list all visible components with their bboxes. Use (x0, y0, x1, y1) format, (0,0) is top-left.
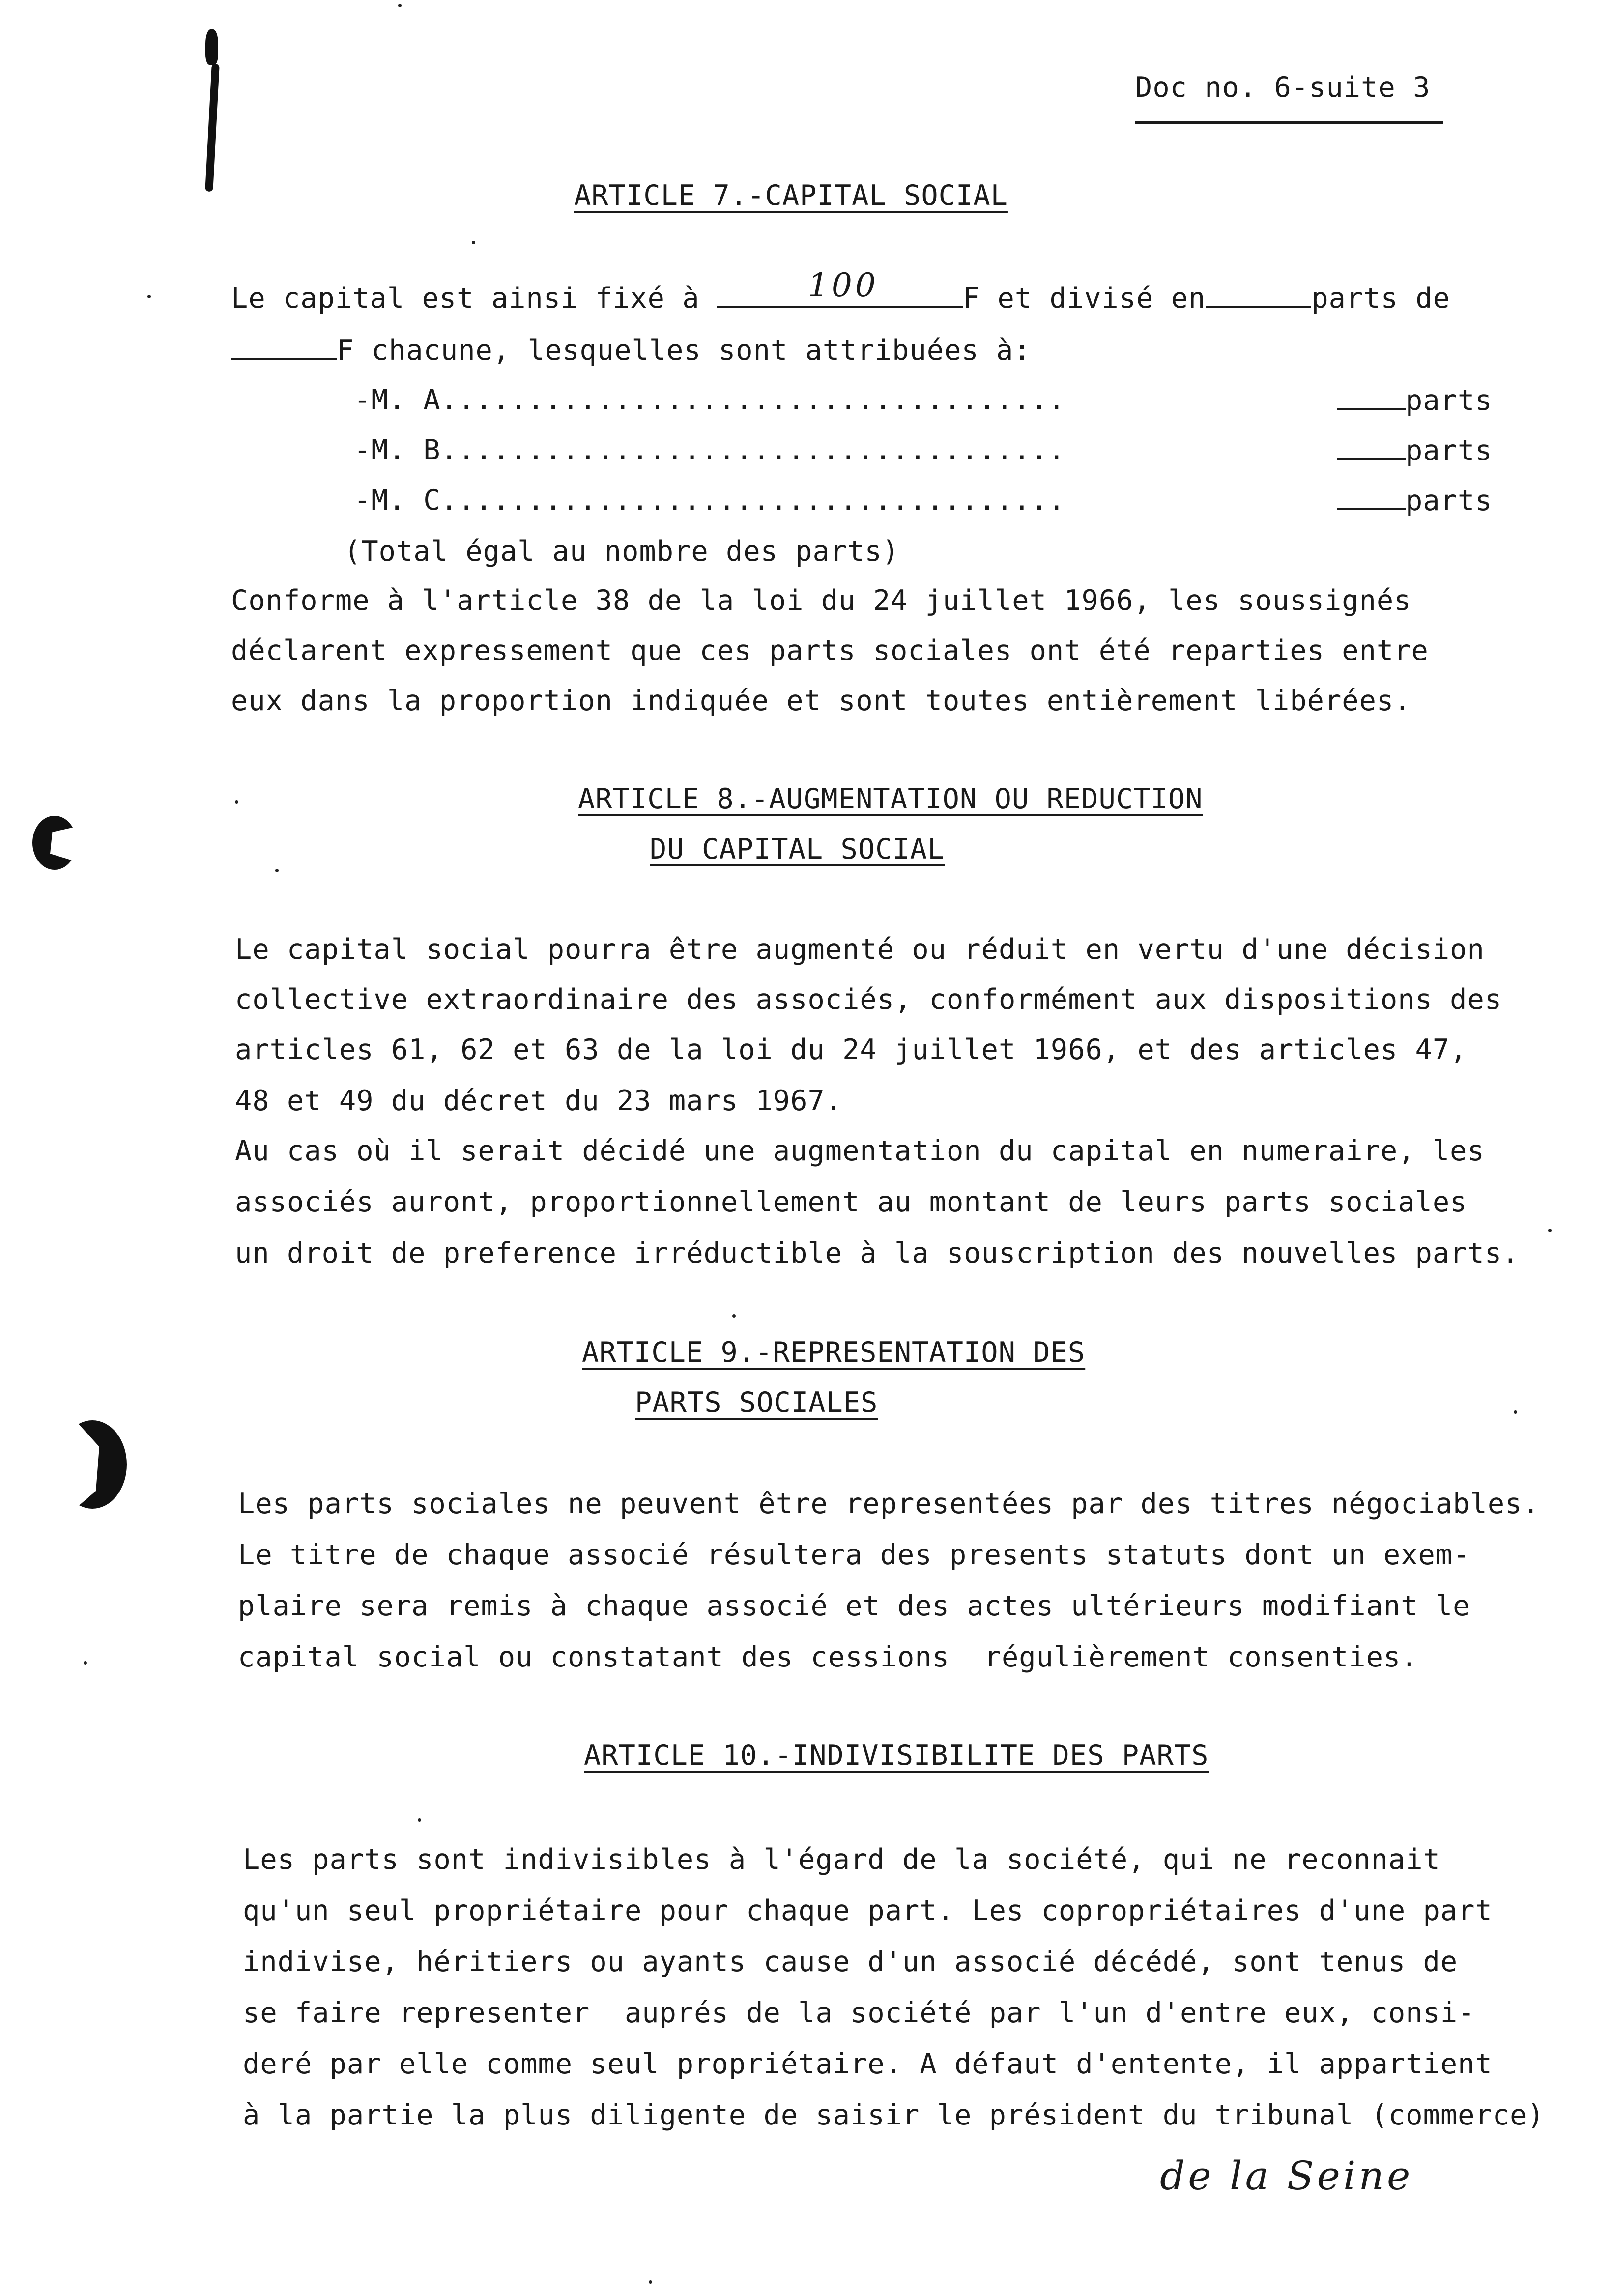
article-10-title: ARTICLE 10.-INDIVISIBILITE DES PARTS (584, 1739, 1209, 1772)
shareholder-parts (1337, 386, 1493, 415)
speck (398, 4, 402, 7)
parts-unit: parts (1406, 434, 1493, 467)
paragraph-line: Les parts sociales ne peuvent être representées par des titres négociables. (238, 1488, 1540, 1520)
paragraph-line: collective extraordinaire des associés, conformément aux dispositions des (235, 983, 1502, 1016)
article-8-title-cont: DU CAPITAL SOCIAL (650, 833, 945, 865)
paragraph-line: se faire representer auprés de la société par l'un d'entre eux, consi- (243, 1997, 1475, 2029)
article-9-title: ARTICLE 9.-REPRESENTATION DES (582, 1336, 1086, 1369)
punch-hole-mark (32, 816, 77, 870)
capital-amount-blank (717, 266, 963, 308)
shareholder-name: -M. C (354, 484, 441, 517)
share-value-blank (231, 336, 337, 360)
doc-reference: Doc no. 6-suite 3 (1135, 71, 1431, 104)
paragraph-line: déclarent expressement que ces parts sociales ont été reparties entre (231, 634, 1429, 667)
capital-line-end: parts de (1311, 282, 1450, 315)
handwritten-capital-amount: 100 (807, 266, 879, 304)
paragraph-line: deré par elle comme seul propriétaire. A défaut d'entente, il appartient (243, 2048, 1493, 2080)
paragraph-line: capital social ou constatant des cessions régulièrement consenties. (238, 1641, 1418, 1673)
paragraph-line: 48 et 49 du décret du 23 mars 1967. (235, 1085, 843, 1117)
shareholder-leader: .................................... (440, 434, 1066, 466)
article-7-title: ARTICLE 7.-CAPITAL SOCIAL (574, 179, 1008, 212)
paragraph-line: un droit de preference irréductible à la souscription des nouvelles parts. (235, 1237, 1520, 1269)
doc-reference-rule (1135, 121, 1443, 124)
parts-unit: parts (1406, 485, 1493, 517)
paragraph-line: plaire sera remis à chaque associé et des actes ultérieurs modifiant le (238, 1590, 1470, 1622)
parts-count-blank (1337, 487, 1406, 510)
binding-mark (205, 64, 220, 192)
speck (418, 1818, 421, 1822)
capital-line-start: Le capital est ainsi fixé à (231, 282, 700, 315)
paragraph-line: Conforme à l'article 38 de la loi du 24 juillet 1966, les soussignés (231, 584, 1411, 617)
speck (235, 800, 238, 804)
shareholder-row (354, 386, 1065, 414)
paragraph-line: Les parts sont indivisibles à l'égard de la société, qui ne reconnait (243, 1843, 1440, 1876)
shareholder-row (354, 436, 1065, 464)
speck (84, 1661, 87, 1665)
share-value-line (231, 336, 1031, 365)
paragraph-line: Au cas où il serait décidé une augmentation du capital en numeraire, les (235, 1135, 1485, 1167)
parts-unit: parts (1406, 384, 1493, 417)
paragraph-line: Le capital social pourra être augmenté ou réduit en vertu d'une décision (235, 933, 1485, 966)
binding-mark (205, 29, 218, 65)
handwritten-annotation: de la Seine (1160, 2153, 1413, 2199)
share-value-text: F chacune, lesquelles sont attribuées à: (337, 334, 1031, 367)
shareholder-leader: .................................... (440, 484, 1066, 517)
shareholder-name: -M. A (354, 384, 441, 416)
share-count-blank (1206, 284, 1311, 308)
speck (275, 869, 279, 872)
paragraph-line: qu'un seul propriétaire pour chaque part. Les copropriétaires d'une part (243, 1894, 1493, 1927)
paragraph-line: associés auront, proportionnellement au montant de leurs parts sociales (235, 1186, 1468, 1218)
paragraph-line: articles 61, 62 et 63 de la loi du 24 juillet 1966, et des articles 47, (235, 1033, 1468, 1066)
shareholder-name: -M. B (354, 434, 441, 466)
parts-count-blank (1337, 436, 1406, 460)
total-note: (Total égal au nombre des parts) (344, 535, 900, 568)
shareholder-parts (1337, 436, 1493, 465)
capital-line-middle: F et divisé en (962, 282, 1206, 315)
speck (732, 1314, 736, 1318)
article-9-title-cont: PARTS SOCIALES (635, 1386, 878, 1419)
shareholder-leader: .................................... (440, 384, 1066, 416)
paragraph-line: indivise, héritiers ou ayants cause d'un associé décédé, sont tenus de (243, 1946, 1458, 1978)
speck (1514, 1410, 1517, 1414)
punch-hole-mark (58, 1420, 127, 1509)
paragraph-line: à la partie la plus diligente de saisir le président du tribunal (commerce) (243, 2099, 1545, 2131)
capital-line (231, 266, 1450, 315)
article-8-title: ARTICLE 8.-AUGMENTATION OU REDUCTION (578, 783, 1203, 815)
shareholder-parts (1337, 487, 1493, 515)
paragraph-line: Le titre de chaque associé résultera des presents statuts dont un exem- (238, 1539, 1470, 1571)
speck (1548, 1229, 1552, 1232)
speck (649, 2280, 652, 2284)
speck (472, 241, 475, 244)
speck (147, 295, 151, 298)
shareholder-row (354, 484, 1066, 517)
parts-count-blank (1337, 386, 1406, 410)
paragraph-line: eux dans la proportion indiquée et sont toutes entièrement libérées. (231, 685, 1411, 717)
